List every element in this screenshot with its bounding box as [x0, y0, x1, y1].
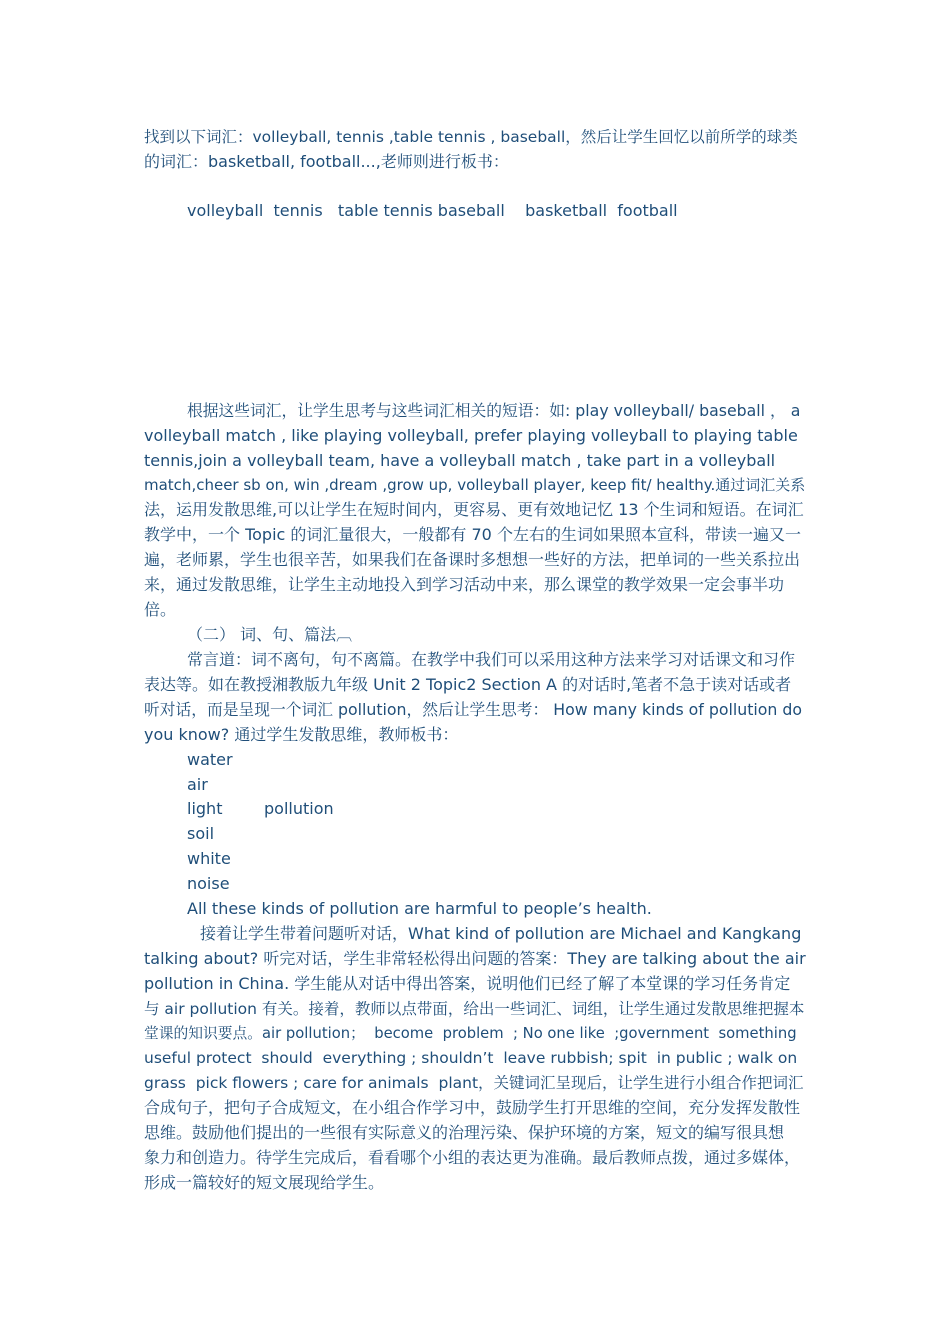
para3-line-11: 形成一篇较好的短文展现给学生。 — [144, 1173, 385, 1192]
para2-line-4: you know? 通过学生发散思维，教师板书： — [144, 725, 459, 744]
para1-line-3: tennis,join a volleyball team, have a volleyball match , take part in a volleyball — [144, 451, 776, 470]
para3-line-7: grass pick flowers ; care for animals plant，关键词汇呈现后，让学生进行小组合作把词汇 — [144, 1074, 804, 1092]
para3-line-2: talking about? 听完对话，学生非常轻松得出问题的答案：They are talking about the air — [144, 949, 806, 968]
board-ball-words: volleyball tennis table tennis baseball basketball football — [187, 201, 678, 220]
intro-line-1: 找到以下词汇：volleyball, tennis ,table tennis , baseball，然后让学生回忆以前所学的球类 — [144, 128, 798, 146]
para2-line-3: 听对话，而是呈现一个词汇 pollution，然后让学生思考： How many kinds of pollution do — [144, 700, 803, 719]
para1-line-8: 来，通过发散思维，让学生主动地投入到学习活动中来，那么课堂的教学效果一定会事半功 — [144, 575, 785, 594]
para3-line-3: pollution in China. 学生能从对话中得出答案，说明他们已经了解了本堂课的学习任务肯定 — [144, 974, 791, 993]
para2-line-1: 常言道：词不离句，句不离篇。在教学中我们可以采用这种方法来学习对话课文和习作 — [187, 650, 796, 669]
para1-line-2: volleyball match , like playing volleyball, prefer playing volleyball to playing table — [144, 426, 798, 445]
para3-line-6: useful protect should everything ; shouldn’t leave rubbish; spit in public ; walk on — [144, 1049, 798, 1067]
para1-line-1: 根据这些词汇，让学生思考与这些词汇相关的短语：如: play volleyball/ baseball ， a — [187, 401, 801, 420]
intro-line-2: 的词汇：basketball, football...,老师则进行板书： — [144, 152, 509, 171]
board-item-air: air — [187, 775, 208, 794]
section-heading: （二） 词、句、篇法︹ — [187, 625, 353, 644]
board-item-noise: noise — [187, 874, 230, 893]
para3-line-10: 象力和创造力。待学生完成后，看看哪个小组的表达更为准确。最后教师点拨，通过多媒体， — [144, 1148, 801, 1167]
para1-line-9: 倍。 — [144, 600, 177, 619]
para1-line-6: 教学中，一个 Topic 的词汇量很大，一般都有 70 个左右的生词如果照本宣科，带读一遍又一 — [144, 525, 801, 544]
para3-line-9: 思维。鼓励他们提出的一些很有实际意义的治理污染、保护环境的方案，短文的编写很具想 — [144, 1123, 785, 1142]
para3-line-8: 合成句子，把句子合成短文，在小组合作学习中，鼓励学生打开思维的空间，充分发挥发散性 — [144, 1098, 801, 1117]
board-item-water: water — [187, 750, 233, 769]
para2-line-2: 表达等。如在教授湘教版九年级 Unit 2 Topic2 Section A 的对话时,笔者不急于读对话或者 — [144, 675, 792, 694]
para3-line-1: 接着让学生带着问题听对话，What kind of pollution are Michael and Kangkang — [200, 924, 802, 943]
para1-line-4: match,cheer sb on, win ,dream ,grow up, volleyball player, keep fit/ healthy.通过词汇关系 — [144, 476, 806, 494]
board-item-white: white — [187, 849, 231, 868]
para1-line-5: 法，运用发散思维,可以让学生在短时间内，更容易、更有效地记忆 13 个生词和短语。在词汇 — [144, 500, 804, 519]
board-center-word: pollution — [264, 799, 334, 818]
board-item-light: light — [187, 799, 223, 818]
para1-line-7: 遍，老师累，学生也很辛苦，如果我们在备课时多想想一些好的方法，把单词的一些关系拉出 — [144, 550, 801, 569]
board-summary: All these kinds of pollution are harmful to people’s health. — [187, 899, 652, 918]
para3-line-5: 堂课的知识要点。air pollution； become problem ; No one like ;government something — [144, 1025, 797, 1042]
board-item-soil: soil — [187, 824, 215, 843]
para3-line-4: 与 air pollution 有关。接着，教师以点带面，给出一些词汇、词组，让学生通过发散思维把握本 — [144, 1000, 805, 1018]
